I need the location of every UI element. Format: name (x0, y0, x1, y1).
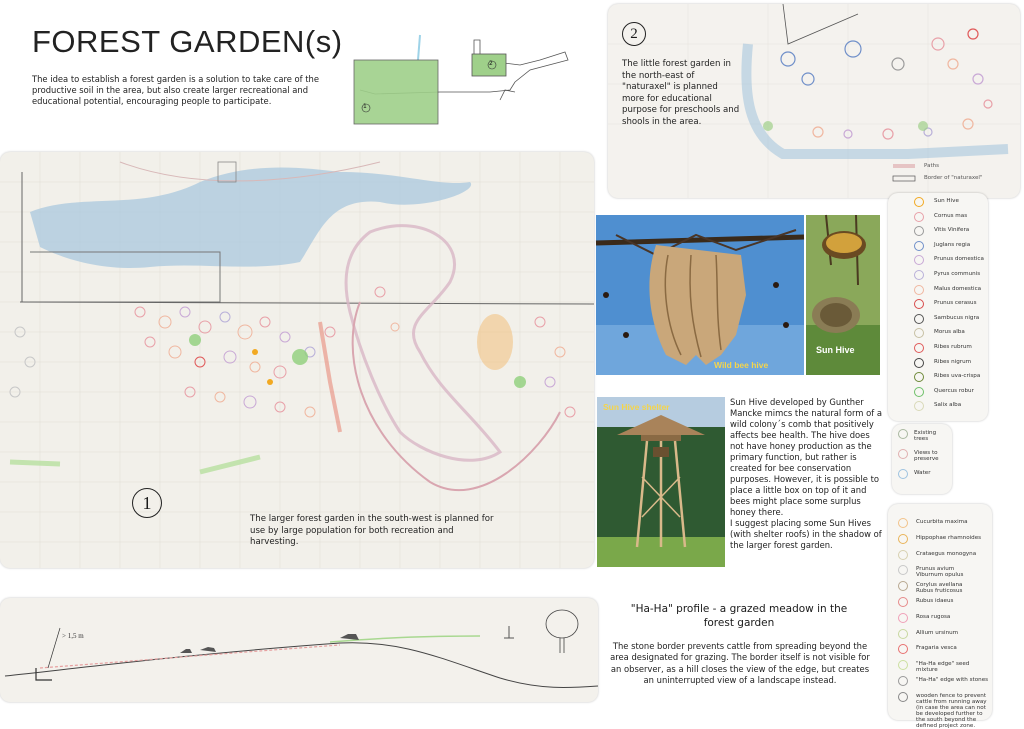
legend-label: Juglans regia (934, 241, 971, 248)
legend-label: Malus domestica (934, 285, 982, 292)
wild-bee-hive-caption: Wild bee hive (714, 360, 769, 370)
legend-label: Salix alba (934, 402, 962, 409)
legend-swatch (898, 550, 908, 560)
legend-label: Water (914, 470, 931, 476)
legend-label: Cornus mas (934, 212, 968, 219)
legend-swatch (914, 372, 924, 382)
legend-label: Prunus cerasus (934, 300, 977, 307)
legend-label: Quercus robur (934, 387, 974, 394)
legend-swatch (914, 285, 924, 295)
legend-label: Ribes rubrum (934, 344, 972, 350)
legend-label: Sun Hive (934, 198, 959, 204)
sun-hive-photo (806, 215, 880, 375)
legend-swatch (914, 197, 924, 207)
legend-label: Ribes nigrum (934, 358, 972, 365)
legend-trees-list (888, 193, 988, 421)
legend-swatch (914, 343, 924, 353)
legend-label: Sambucus nigra (934, 314, 980, 321)
wild-bee-hive-illustration (596, 215, 804, 375)
legend-swatch (898, 469, 908, 479)
legend-shrubs-panel (888, 504, 992, 729)
legend-swatch (898, 565, 908, 575)
legend-swatch (898, 518, 908, 528)
legend-swatch (914, 401, 924, 411)
haha-title: "Ha-Ha" profile - a grazed meadow in the forest garden (630, 603, 848, 629)
legend-label: Prunus avium Viburnum opulus (916, 566, 964, 579)
garden-1-plan (0, 152, 594, 568)
legend-label: Rosa rugosa (916, 613, 951, 620)
legend-swatch (898, 449, 908, 459)
legend-label: Corylus avellana Rubus fruticosus (916, 582, 963, 595)
legend-label: Existing trees (914, 430, 937, 442)
legend-swatch (914, 299, 924, 309)
legend-label: Rubus idaeus (916, 598, 954, 604)
legend-swatch (898, 429, 908, 439)
sun-hive-caption: Sun Hive (816, 345, 855, 355)
haha-description: The stone border prevents cattle from spreading beyond the area designated for grazing. The border itself is not visible for an observer, as a hill closes the view of the edge, but creates an uninterrupted view of a landscape instead. (610, 641, 870, 685)
garden-2-description: The little forest garden in the north-east of "naturaxel" is planned more for educational purpose for preschools and shools in the area. (622, 59, 740, 127)
garden-1-drawing (0, 152, 594, 568)
haha-measure-label: > 1,5 m (62, 632, 84, 640)
legend-shrubs-list (888, 504, 992, 729)
legend-swatch (898, 676, 908, 686)
legend-swatch (914, 314, 924, 324)
legend-label: "Ha-Ha" edge with stones (916, 677, 989, 683)
legend-swatch (898, 660, 908, 670)
site-map-drawing (340, 30, 580, 140)
sun-hive-shelter-photo (597, 397, 725, 567)
haha-profile-illustration (0, 598, 598, 702)
intro-text: The idea to establish a forest garden is a solution to take care of the productive soil in the area, but also create larger recreational and educational potential, encouraging people to participate. (32, 74, 320, 106)
legend-swatch (914, 270, 924, 280)
legend-label: Pyrus communis (934, 271, 981, 277)
legend-existing-list (892, 424, 952, 494)
page-title: FOREST GARDEN(s) (32, 24, 343, 59)
legend-swatch (914, 212, 924, 222)
legend-paths: Paths (924, 163, 939, 169)
haha-profile-drawing (0, 598, 598, 702)
legend-swatch (914, 226, 924, 236)
legend-trees-panel (888, 193, 988, 421)
legend-swatch (914, 255, 924, 265)
legend-label: Vitis Vinifera (934, 227, 970, 234)
legend-label: Views to preserve (914, 450, 939, 462)
legend-label: Hippophae rhamnoides (916, 534, 982, 541)
legend-label: Allium ursinum (916, 629, 959, 636)
legend-label: wooden fence to prevent cattle from running away (in case the area can not be developed further to the south beyond the defined project zone. (916, 692, 987, 729)
legend-label: Ribes uva-crispa (934, 373, 981, 380)
site-map-label-2: 2 (489, 60, 493, 67)
legend-label: "Ha-Ha edge" seed mixture (916, 661, 970, 674)
legend-label: Prunus domestica (934, 256, 984, 263)
legend-swatch (898, 613, 908, 623)
legend-label: Morus alba (934, 329, 965, 336)
garden-1-description: The larger forest garden in the south-west is planned for use by large population for both recreation and harvesting. (250, 514, 494, 548)
garden-2-plan (608, 4, 1020, 198)
legend-swatch (914, 328, 924, 338)
legend-label: Crataegus monogyna (916, 550, 977, 557)
legend-swatch (914, 387, 924, 397)
legend-swatch (898, 597, 908, 607)
legend-swatch (898, 581, 908, 591)
site-location-map (340, 30, 580, 140)
legend-label: Fragaria vesca (916, 645, 957, 652)
legend-swatch (914, 358, 924, 368)
legend-swatch (898, 692, 908, 702)
site-map-label-1: 1 (363, 103, 367, 110)
legend-swatch (898, 644, 908, 654)
garden-1-number: 1 (132, 488, 162, 518)
legend-existing-panel (892, 424, 952, 494)
garden-2-number: 2 (622, 22, 646, 46)
wild-bee-hive-photo (596, 215, 804, 375)
legend-swatch (898, 534, 908, 544)
legend-swatch (898, 629, 908, 639)
sun-hive-shelter-caption: Sun Hive shelter (603, 402, 670, 412)
sun-hive-description: Sun Hive developed by Gunther Mancke mimcs the natural form of a wild colony´s comb that positively affects bee health. The hive does not have honey production as the primary function, but rather is created for bee conservation purposes. However, it is possible to place a little box on top of it and bees might place some surplus honey there. I suggest placing some Sun Hives (with shelter roofs) in the shadow of the larger forest garden. (730, 397, 882, 550)
legend-label: Cucurbita maxima (916, 519, 968, 525)
legend-swatch (914, 241, 924, 251)
legend-border-naturaxel: Border of "naturaxel" (924, 175, 983, 181)
sun-hive-shelter-illustration (597, 397, 725, 567)
